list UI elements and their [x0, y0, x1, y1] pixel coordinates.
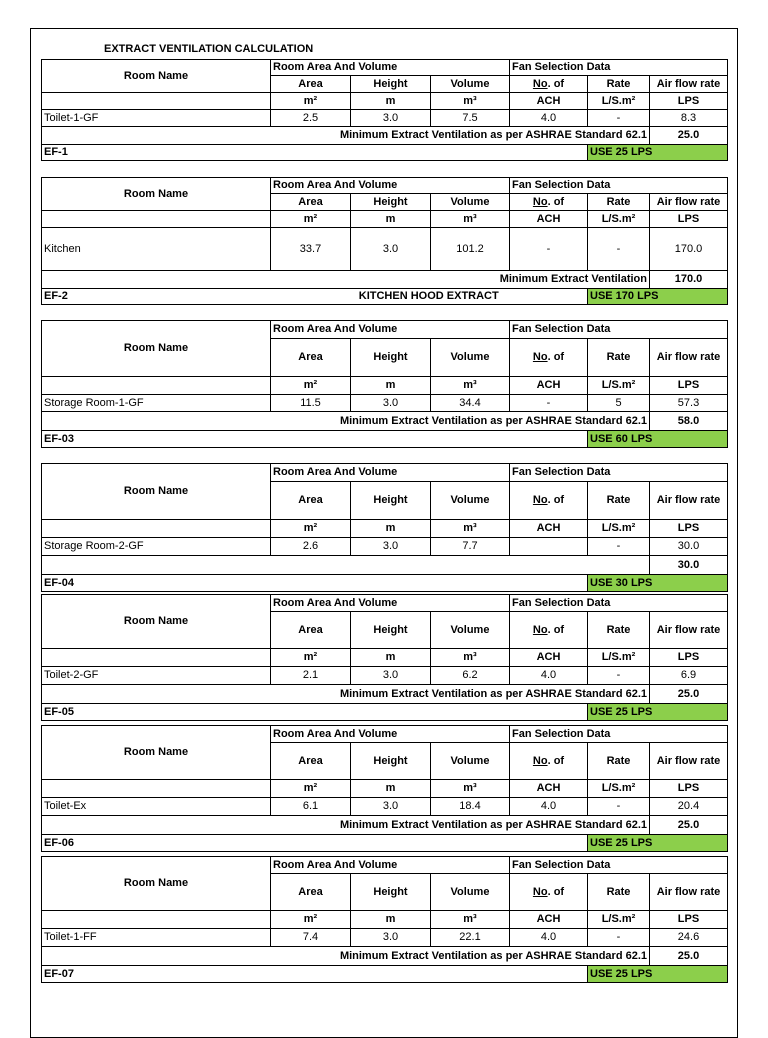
- room-area-volume-header: Room Area And Volume: [271, 464, 510, 482]
- airflow-cell: 20.4: [650, 798, 728, 816]
- table-row: [42, 110, 728, 127]
- rate-cell: -: [588, 798, 650, 816]
- rate-unit: L/S.m²: [588, 520, 650, 538]
- rate-cell: -: [588, 538, 650, 556]
- height-header: Height: [351, 743, 431, 780]
- rate-header: Rate: [588, 339, 650, 377]
- fan-note: [271, 966, 588, 983]
- height-unit: m: [351, 649, 431, 667]
- area-cell: 2.5: [271, 110, 351, 127]
- ach-cell: 4.0: [510, 667, 588, 685]
- volume-unit: m³: [431, 780, 510, 798]
- height-cell: 3.0: [351, 798, 431, 816]
- calc-table-6: [41, 725, 728, 852]
- fan-selection-header: Fan Selection Data: [510, 321, 728, 339]
- table-row: [42, 395, 728, 412]
- ach-unit: ACH: [510, 649, 588, 667]
- calc-table-7: [41, 856, 728, 983]
- volume-unit: m³: [431, 377, 510, 395]
- ach-header: No. of: [510, 339, 588, 377]
- units-spacer: [42, 377, 271, 395]
- area-cell: 2.1: [271, 667, 351, 685]
- height-cell: 3.0: [351, 929, 431, 947]
- rate-unit: L/S.m²: [588, 377, 650, 395]
- fan-id: EF-05: [42, 704, 271, 721]
- volume-unit: m³: [431, 520, 510, 538]
- min-ventilation-label: Minimum Extract Ventilation as per ASHRAE Standard 62.1: [42, 947, 650, 966]
- table-row: [42, 667, 728, 685]
- height-cell: 3.0: [351, 228, 431, 271]
- rate-header: Rate: [588, 874, 650, 911]
- ach-header: No. of: [510, 76, 588, 93]
- height-header: Height: [351, 482, 431, 520]
- height-header: Height: [351, 874, 431, 911]
- fan-selection-header: Fan Selection Data: [510, 178, 728, 194]
- units-spacer: [42, 780, 271, 798]
- airflow-cell: 6.9: [650, 667, 728, 685]
- room-name-header: Room Name: [42, 857, 271, 911]
- fan-note: [271, 835, 588, 852]
- use-lps-badge: USE 25 LPS: [588, 835, 728, 852]
- document-title: EXTRACT VENTILATION CALCULATION: [104, 43, 314, 55]
- min-ventilation-value: 25.0: [650, 685, 728, 704]
- units-spacer: [42, 911, 271, 929]
- room-name-cell: Toilet-1-GF: [42, 110, 271, 127]
- ach-unit: ACH: [510, 520, 588, 538]
- volume-header: Volume: [431, 194, 510, 211]
- fan-note: [271, 431, 588, 448]
- ach-unit: ACH: [510, 211, 588, 228]
- airflow-header: Air flow rate: [650, 194, 728, 211]
- volume-cell: 101.2: [431, 228, 510, 271]
- height-cell: 3.0: [351, 667, 431, 685]
- airflow-unit: LPS: [650, 520, 728, 538]
- airflow-header: Air flow rate: [650, 76, 728, 93]
- area-cell: 11.5: [271, 395, 351, 412]
- volume-unit: m³: [431, 93, 510, 110]
- ach-cell: 4.0: [510, 110, 588, 127]
- fan-selection-header: Fan Selection Data: [510, 726, 728, 743]
- height-unit: m: [351, 93, 431, 110]
- units-spacer: [42, 649, 271, 667]
- volume-cell: 6.2: [431, 667, 510, 685]
- min-ventilation-label: Minimum Extract Ventilation: [42, 271, 650, 289]
- height-unit: m: [351, 520, 431, 538]
- room-area-volume-header: Room Area And Volume: [271, 726, 510, 743]
- fan-selection-header: Fan Selection Data: [510, 464, 728, 482]
- min-ventilation-label: Minimum Extract Ventilation as per ASHRAE Standard 62.1: [42, 685, 650, 704]
- room-name-cell: Toilet-1-FF: [42, 929, 271, 947]
- ach-cell: 4.0: [510, 798, 588, 816]
- airflow-unit: LPS: [650, 911, 728, 929]
- airflow-cell: 170.0: [650, 228, 728, 271]
- area-unit: m²: [271, 911, 351, 929]
- rate-header: Rate: [588, 76, 650, 93]
- fan-note: [271, 575, 588, 592]
- use-lps-badge: USE 25 LPS: [588, 966, 728, 983]
- volume-header: Volume: [431, 76, 510, 93]
- ach-header: No. of: [510, 194, 588, 211]
- area-header: Area: [271, 482, 351, 520]
- use-lps-badge: USE 30 LPS: [588, 575, 728, 592]
- fan-selection-header: Fan Selection Data: [510, 60, 728, 76]
- room-area-volume-header: Room Area And Volume: [271, 595, 510, 612]
- airflow-unit: LPS: [650, 93, 728, 110]
- airflow-header: Air flow rate: [650, 743, 728, 780]
- use-lps-badge: USE 25 LPS: [588, 145, 728, 161]
- volume-unit: m³: [431, 211, 510, 228]
- fan-id: EF-1: [42, 145, 271, 161]
- fan-id: EF-04: [42, 575, 271, 592]
- fan-selection-header: Fan Selection Data: [510, 857, 728, 874]
- volume-cell: 18.4: [431, 798, 510, 816]
- height-unit: m: [351, 780, 431, 798]
- height-header: Height: [351, 612, 431, 649]
- ach-header: No. of: [510, 612, 588, 649]
- rate-header: Rate: [588, 743, 650, 780]
- height-header: Height: [351, 194, 431, 211]
- area-header: Area: [271, 76, 351, 93]
- area-cell: 6.1: [271, 798, 351, 816]
- fan-note: KITCHEN HOOD EXTRACT: [271, 289, 588, 305]
- rate-unit: L/S.m²: [588, 211, 650, 228]
- min-ventilation-label: [42, 556, 650, 575]
- rate-unit: L/S.m²: [588, 93, 650, 110]
- units-spacer: [42, 211, 271, 228]
- airflow-cell: 57.3: [650, 395, 728, 412]
- volume-unit: m³: [431, 911, 510, 929]
- calc-table-3: [41, 320, 728, 448]
- height-header: Height: [351, 76, 431, 93]
- area-unit: m²: [271, 211, 351, 228]
- ach-unit: ACH: [510, 377, 588, 395]
- rate-header: Rate: [588, 612, 650, 649]
- room-area-volume-header: Room Area And Volume: [271, 321, 510, 339]
- area-header: Area: [271, 194, 351, 211]
- min-ventilation-value: 170.0: [650, 271, 728, 289]
- fan-selection-header: Fan Selection Data: [510, 595, 728, 612]
- airflow-unit: LPS: [650, 649, 728, 667]
- rate-cell: -: [588, 667, 650, 685]
- volume-header: Volume: [431, 482, 510, 520]
- fan-note: [271, 145, 588, 161]
- calc-table-2: [41, 177, 728, 305]
- rate-cell: 5: [588, 395, 650, 412]
- min-ventilation-value: 25.0: [650, 947, 728, 966]
- room-area-volume-header: Room Area And Volume: [271, 178, 510, 194]
- table-row: [42, 798, 728, 816]
- ach-cell: 4.0: [510, 929, 588, 947]
- airflow-unit: LPS: [650, 377, 728, 395]
- height-cell: 3.0: [351, 110, 431, 127]
- ach-header: No. of: [510, 743, 588, 780]
- volume-header: Volume: [431, 874, 510, 911]
- area-unit: m²: [271, 780, 351, 798]
- calc-table-4: [41, 463, 728, 592]
- volume-cell: 7.7: [431, 538, 510, 556]
- min-ventilation-value: 30.0: [650, 556, 728, 575]
- area-header: Area: [271, 339, 351, 377]
- ach-unit: ACH: [510, 911, 588, 929]
- height-header: Height: [351, 339, 431, 377]
- airflow-unit: LPS: [650, 780, 728, 798]
- room-area-volume-header: Room Area And Volume: [271, 60, 510, 76]
- room-name-header: Room Name: [42, 726, 271, 780]
- min-ventilation-label: Minimum Extract Ventilation as per ASHRAE Standard 62.1: [42, 412, 650, 431]
- airflow-unit: LPS: [650, 211, 728, 228]
- airflow-header: Air flow rate: [650, 482, 728, 520]
- room-name-header: Room Name: [42, 595, 271, 649]
- rate-cell: -: [588, 228, 650, 271]
- airflow-header: Air flow rate: [650, 874, 728, 911]
- min-ventilation-value: 25.0: [650, 816, 728, 835]
- use-lps-badge: USE 170 LPS: [588, 289, 728, 305]
- room-name-cell: Toilet-Ex: [42, 798, 271, 816]
- use-lps-badge: USE 25 LPS: [588, 704, 728, 721]
- airflow-cell: 30.0: [650, 538, 728, 556]
- ach-header: No. of: [510, 482, 588, 520]
- ach-unit: ACH: [510, 93, 588, 110]
- airflow-header: Air flow rate: [650, 612, 728, 649]
- fan-note: [271, 704, 588, 721]
- volume-unit: m³: [431, 649, 510, 667]
- room-name-cell: Kitchen: [42, 228, 271, 271]
- min-ventilation-value: 58.0: [650, 412, 728, 431]
- ach-unit: ACH: [510, 780, 588, 798]
- area-unit: m²: [271, 377, 351, 395]
- area-header: Area: [271, 874, 351, 911]
- ach-cell: [510, 538, 588, 556]
- volume-cell: 7.5: [431, 110, 510, 127]
- rate-unit: L/S.m²: [588, 780, 650, 798]
- units-spacer: [42, 520, 271, 538]
- rate-header: Rate: [588, 482, 650, 520]
- table-row: [42, 228, 728, 271]
- rate-unit: L/S.m²: [588, 911, 650, 929]
- room-name-cell: Storage Room-1-GF: [42, 395, 271, 412]
- ach-header: No. of: [510, 874, 588, 911]
- ach-cell: -: [510, 395, 588, 412]
- room-name-cell: Storage Room-2-GF: [42, 538, 271, 556]
- airflow-cell: 24.6: [650, 929, 728, 947]
- min-ventilation-value: 25.0: [650, 127, 728, 145]
- ach-cell: -: [510, 228, 588, 271]
- room-area-volume-header: Room Area And Volume: [271, 857, 510, 874]
- area-header: Area: [271, 743, 351, 780]
- min-ventilation-label: Minimum Extract Ventilation as per ASHRAE Standard 62.1: [42, 816, 650, 835]
- table-row: [42, 538, 728, 556]
- rate-cell: -: [588, 929, 650, 947]
- area-cell: 2.6: [271, 538, 351, 556]
- room-name-cell: Toilet-2-GF: [42, 667, 271, 685]
- table-row: [42, 929, 728, 947]
- volume-header: Volume: [431, 612, 510, 649]
- fan-id: EF-07: [42, 966, 271, 983]
- calc-table-5: [41, 594, 728, 721]
- room-name-header: Room Name: [42, 321, 271, 377]
- use-lps-badge: USE 60 LPS: [588, 431, 728, 448]
- volume-cell: 34.4: [431, 395, 510, 412]
- area-unit: m²: [271, 93, 351, 110]
- height-cell: 3.0: [351, 395, 431, 412]
- fan-id: EF-03: [42, 431, 271, 448]
- area-cell: 33.7: [271, 228, 351, 271]
- units-spacer: [42, 93, 271, 110]
- calc-table-1: [41, 59, 728, 161]
- room-name-header: Room Name: [42, 60, 271, 93]
- rate-cell: -: [588, 110, 650, 127]
- volume-header: Volume: [431, 743, 510, 780]
- height-unit: m: [351, 911, 431, 929]
- room-name-header: Room Name: [42, 464, 271, 520]
- fan-id: EF-06: [42, 835, 271, 852]
- volume-header: Volume: [431, 339, 510, 377]
- rate-unit: L/S.m²: [588, 649, 650, 667]
- height-unit: m: [351, 377, 431, 395]
- airflow-cell: 8.3: [650, 110, 728, 127]
- rate-header: Rate: [588, 194, 650, 211]
- height-cell: 3.0: [351, 538, 431, 556]
- airflow-header: Air flow rate: [650, 339, 728, 377]
- min-ventilation-label: Minimum Extract Ventilation as per ASHRAE Standard 62.1: [42, 127, 650, 145]
- area-header: Area: [271, 612, 351, 649]
- fan-id: EF-2: [42, 289, 271, 305]
- volume-cell: 22.1: [431, 929, 510, 947]
- area-unit: m²: [271, 520, 351, 538]
- height-unit: m: [351, 211, 431, 228]
- room-name-header: Room Name: [42, 178, 271, 211]
- area-cell: 7.4: [271, 929, 351, 947]
- area-unit: m²: [271, 649, 351, 667]
